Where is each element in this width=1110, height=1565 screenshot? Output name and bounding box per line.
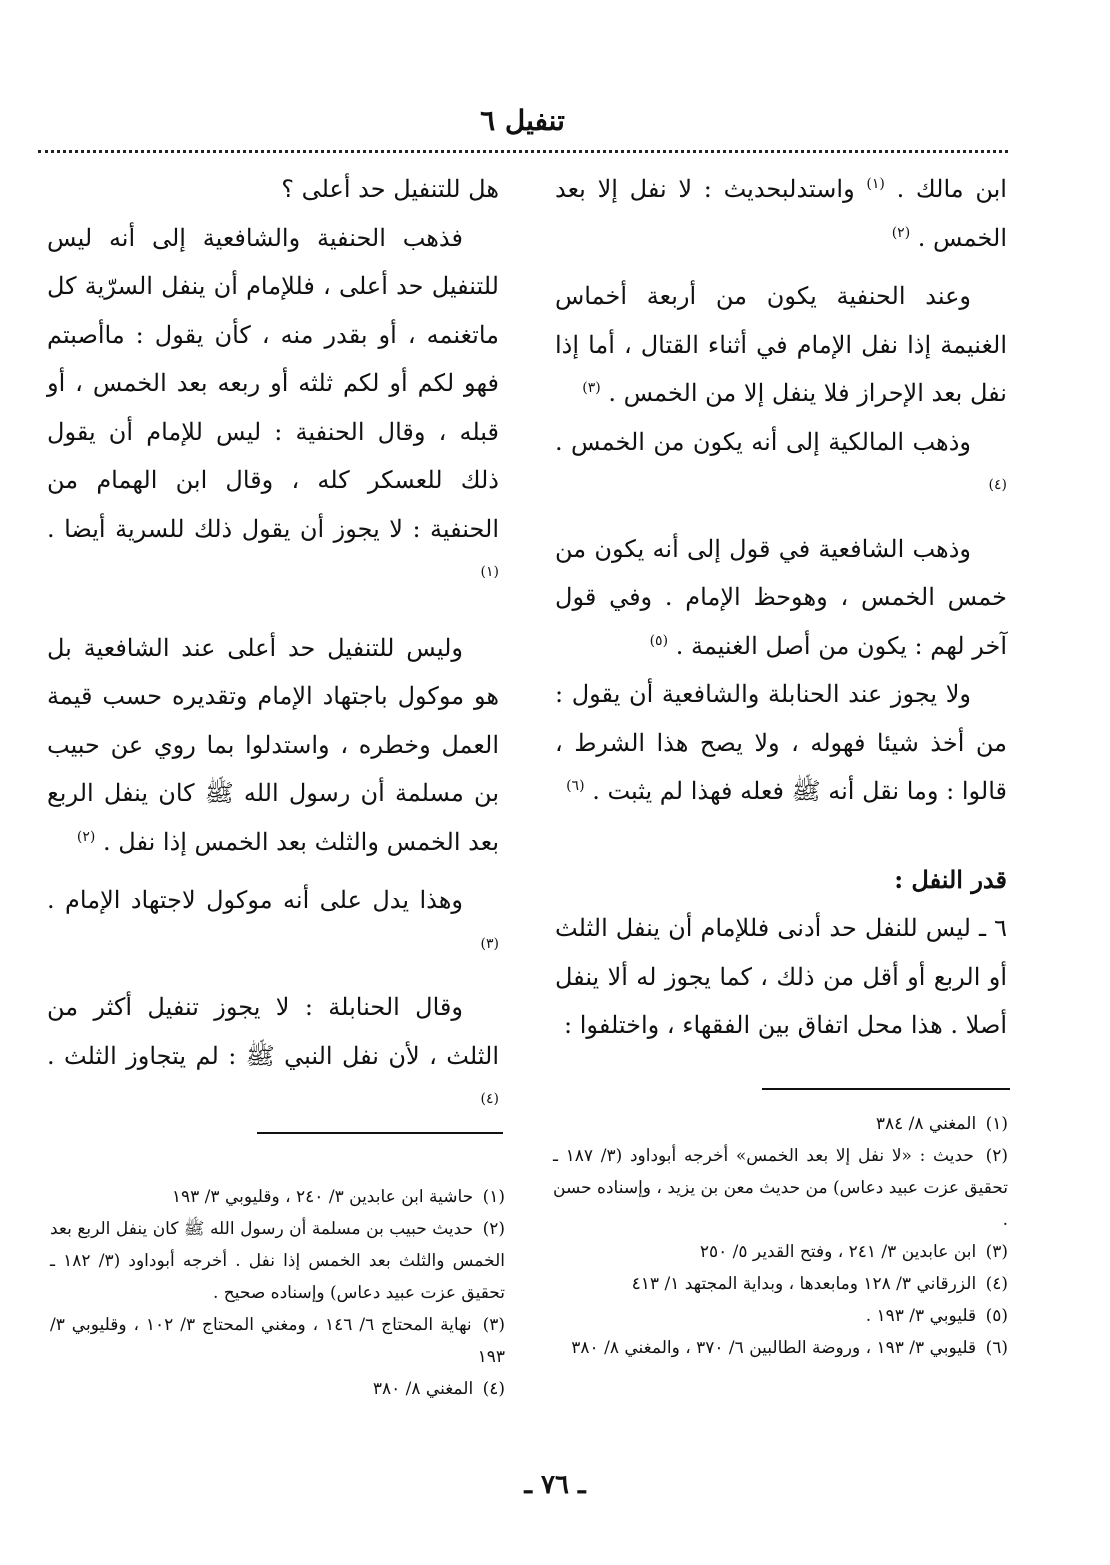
paragraph-9-text: وهذا يدل على أنه موكول لاجتهاد الإمام . bbox=[47, 886, 463, 914]
footnote-ref[interactable]: (٤) bbox=[480, 1091, 499, 1107]
footnotes-right bbox=[553, 1108, 1008, 1364]
footnote-ref[interactable]: (٢) bbox=[891, 224, 911, 241]
footnote-number: (٥) bbox=[985, 1306, 1008, 1326]
footnote-text: المغني ٨/ ٣٨٤ bbox=[875, 1114, 977, 1134]
footnote-number: (٢) bbox=[482, 1219, 505, 1239]
footnote-text: حديث : «لا نفل إلا بعد الخمس» أخرجه أبوداود (٣/ ١٨٧ ـ تحقيق عزت عبيد دعاس) من حديث معن بن يزيد ، وإسناده حسن . bbox=[553, 1146, 1008, 1230]
header-dotted-rule bbox=[38, 150, 1008, 153]
paragraph-1-text: ابن مالك . bbox=[896, 175, 1007, 203]
section-heading: قدر النفل : bbox=[894, 864, 1007, 894]
footnotes-left bbox=[50, 1181, 505, 1405]
paragraph-6: ٦ ـ ليس للنفل حد أدنى فللإمام أن ينفل الثلث أو الربع أو أقل من ذلك ، كما يجوز له ألا ينفل أصلا . هذا محل اتفاق بين الفقهاء ، واختلفوا : bbox=[555, 914, 1007, 1039]
footnote-text: ابن عابدين ٣/ ٢٤١ ، وفتح القدير ٥/ ٢٥٠ bbox=[699, 1242, 977, 1262]
footnote-divider-left bbox=[257, 1132, 503, 1134]
footnote-ref[interactable]: (٣) bbox=[582, 380, 601, 396]
paragraph-1 bbox=[555, 165, 1007, 262]
footnote-item bbox=[553, 1108, 1008, 1140]
footnote-number: (٤) bbox=[482, 1379, 505, 1399]
page-number: ـ ٧٦ ـ bbox=[524, 1470, 586, 1500]
paragraph-1b-text: واستدلبحديث : لا نفل إلا بعد الخمس . bbox=[555, 175, 1007, 252]
footnote-ref[interactable]: (١) bbox=[866, 176, 885, 192]
paragraph-7 bbox=[47, 214, 499, 602]
footnote-item bbox=[553, 1268, 1008, 1300]
footnote-text: نهاية المحتاج ٦/ ١٤٦ ، ومغني المحتاج ٣/ ١٠٢ ، وقليوبي ٣/ ١٩٣ bbox=[50, 1315, 505, 1367]
footnote-item bbox=[553, 1236, 1008, 1268]
footnote-text: حديث حبيب بن مسلمة أن رسول الله ﷺ كان ينفل الربع بعد الخمس والثلث بعد الخمس إذا نفل . أخرجه أبوداود (٣/ ١٨٢ ـ تحقيق عزت عبيد دعاس) وإسناده صحيح . bbox=[50, 1219, 505, 1303]
footnote-ref[interactable]: (٤) bbox=[988, 477, 1007, 493]
footnote-item bbox=[553, 1140, 1008, 1236]
footnote-text: المغني ٨/ ٣٨٠ bbox=[372, 1379, 474, 1399]
footnote-divider-right bbox=[762, 1088, 1010, 1090]
paragraph-2-text: وعند الحنفية يكون من أربعة أخماس الغنيمة إذا نفل الإمام في أثناء القتال ، أما إذا نفل بعد الإحراز فلا ينفل إلا من الخمس . bbox=[555, 282, 1007, 407]
footnote-item bbox=[50, 1213, 505, 1309]
paragraph-5-text: ولا يجوز عند الحنابلة والشافعية أن يقول : من أخذ شيئا فهوله ، ولا يصح هذا الشرط ، قالوا : وما نقل أنه ﷺ فعله فهذا لم يثبت . bbox=[555, 680, 1007, 805]
question-line: هل للتنفيل حد أعلى ؟ bbox=[281, 175, 499, 203]
page-header-title: تنفيل ٦ bbox=[480, 104, 565, 137]
paragraph-3-text: وذهب المالكية إلى أنه يكون من الخمس . bbox=[555, 427, 971, 456]
footnote-number: (٢) bbox=[985, 1146, 1008, 1166]
paragraph-8-text: وليس للتنفيل حد أعلى عند الشافعية بل هو موكول باجتهاد الإمام وتقديره حسب قيمة العمل وخطره ، واستدلوا بما روي عن حبيب بن مسلمة أن رسول الله ﷺ كان ينفل الربع بعد الخمس والثلث بعد الخمس إذا نفل . bbox=[47, 633, 499, 856]
paragraph-10-text: وقال الحنابلة : لا يجوز تنفيل أكثر من الثلث ، لأن نفل النبي ﷺ : لم يتجاوز الثلث . bbox=[47, 993, 499, 1070]
footnote-number: (٦) bbox=[985, 1338, 1008, 1358]
footnote-text: قليوبي ٣/ ١٩٣ . bbox=[865, 1306, 977, 1326]
right-column bbox=[555, 165, 1007, 1050]
footnote-ref[interactable]: (٢) bbox=[76, 828, 96, 845]
footnote-ref[interactable]: (٦) bbox=[566, 778, 585, 794]
paragraph-10 bbox=[47, 983, 499, 1129]
footnote-number: (١) bbox=[985, 1114, 1008, 1134]
paragraph-2 bbox=[555, 272, 1007, 418]
footnote-item bbox=[50, 1373, 505, 1405]
footnote-ref[interactable]: (٣) bbox=[480, 935, 499, 952]
paragraph-4-text: وذهب الشافعية في قول إلى أنه يكون من خمس الخمس ، وهوحظ الإمام . وفي قول آخر لهم : يكون من أصل الغنيمة . bbox=[555, 534, 1007, 660]
paragraph-4 bbox=[555, 525, 1007, 671]
footnote-text: الزرقاني ٣/ ١٢٨ ومابعدها ، وبداية المجتهد ١/ ٤١٣ bbox=[631, 1274, 977, 1294]
footnote-number: (٤) bbox=[985, 1274, 1008, 1294]
footnote-number: (١) bbox=[482, 1187, 505, 1207]
footnote-text: حاشية ابن عابدين ٣/ ٢٤٠ ، وقليوبي ٣/ ١٩٣ bbox=[171, 1187, 474, 1207]
footnote-text: قليوبي ٣/ ١٩٣ ، وروضة الطالبين ٦/ ٣٧٠ ، والمغني ٨/ ٣٨٠ bbox=[571, 1338, 977, 1358]
footnote-ref[interactable]: (٥) bbox=[649, 632, 669, 649]
paragraph-5 bbox=[555, 670, 1007, 816]
paragraph-8 bbox=[47, 624, 499, 867]
paragraph-3 bbox=[555, 418, 1007, 515]
footnote-number: (٣) bbox=[482, 1315, 506, 1335]
footnote-item bbox=[50, 1309, 505, 1373]
footnote-number: (٣) bbox=[985, 1242, 1008, 1262]
left-column bbox=[47, 165, 499, 1129]
footnote-item bbox=[50, 1181, 505, 1213]
paragraph-7-text: فذهب الحنفية والشافعية إلى أنه ليس للتنفيل حد أعلى ، فللإمام أن ينفل السرّية كل ماتغنمه ، أو بقدر منه ، كأن يقول : ماأصبتم فهو لكم أو لكم ثلثه أو ربعه بعد الخمس ، أو قبله ، وقال الحنفية : ليس للإمام أن يقول ذلك للعسكر كله ، وقال ابن الهمام من الحنفية : لا يجوز أن يقول ذلك للسرية أيضا . bbox=[47, 223, 499, 543]
footnote-ref[interactable]: (١) bbox=[480, 564, 499, 580]
paragraph-9 bbox=[47, 876, 499, 973]
footnote-item bbox=[553, 1300, 1008, 1332]
footnote-item bbox=[553, 1332, 1008, 1364]
